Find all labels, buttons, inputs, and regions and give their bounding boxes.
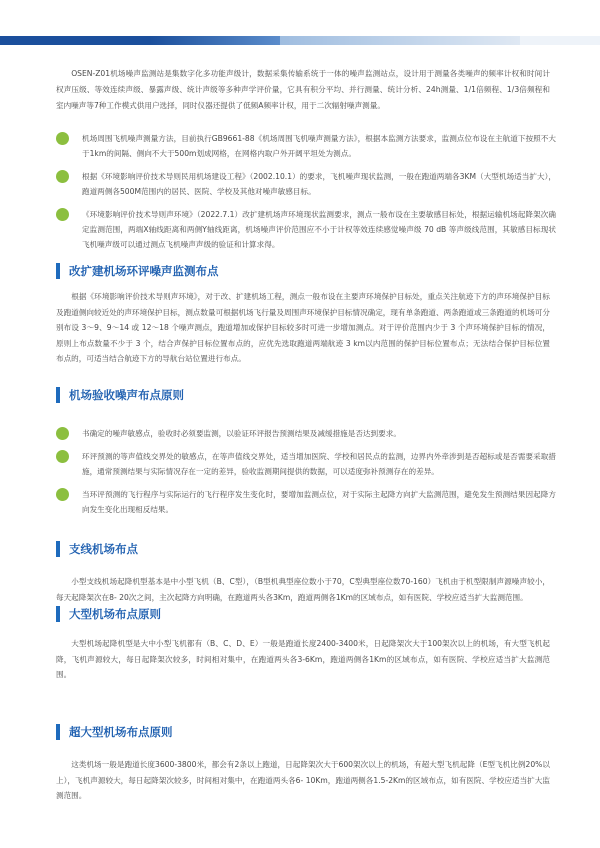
top-bar-mid-segment (150, 36, 280, 45)
section-title: 支线机场布点 (69, 542, 138, 556)
list-item-text: 《环境影响评价技术导则声环境》（2022.7.1）改扩建机场声环境现状监测要求，测点一般布设在主要敏感目标处，根据运输机场起降架次确定监测范围，两端X轴线距离和两侧Y轴线距离，机场噪声评价范围应不小于计权等效连续感觉噪声级 70 dB 等声级线范围，其敏感目标现状飞机噪声级可以通过测点飞机噪声声级的验证和计算求得。 (82, 210, 556, 249)
section-body-regional: 小型支线机场起降机型基本是中小型飞机（B、C型），（B型机典型座位数小于70，C型典型座位数70-160）飞机由于机型限制声源噪声较小，每天起降架次在8- 20次之间，主次起降方向明确，在跑道两头各3Km，跑道两侧各1Km的区域布点，如有医院、学校应适当扩大监测范围。 (56, 577, 550, 602)
list-item-text: 环评预测的等声值线交界处的敏感点，在等声值线交界处，适当增加医院、学校和居民点的监测，边界内外牵涉到是否超标或是否需要采取措施，通常预测结果与实际情况存在一定的差异，验收监测期间提供的数据，可以适度弥补预测存在的差异。 (82, 452, 556, 476)
section-heading-large (56, 605, 161, 623)
acceptance-principles-list (56, 426, 556, 525)
heading-bar (56, 263, 60, 279)
heading-bar (56, 387, 60, 403)
list-item (56, 131, 556, 161)
section-body-expansion: 根据《环境影响评价技术导则声环境》，对于改、扩建机场工程，测点一般布设在主要声环境保护目标处，重点关注航迹下方的声环境保护目标及跑道侧向较近处的声环境保护目标，测点数量可根据机场飞行量及周围声环境保护目标情况确定，现有单条跑道、两条跑道或三条跑道的机场可分别布设 3～9、9～14 或 12～18 个噪声测点，跑道增加或保护目标较多时可进一步增加测点。对于评价范围内少于 3 个声环境保护目标的情况，原则上布点数量不少于 3 个，结合声保护目标位置布点的，应优先选取跑道两端航迹 3 km以内范围的保护目标位置布点；无法结合保护目标位置布点的，可适当结合航迹下方的导航台站位置进行布点。 (56, 292, 550, 363)
section-heading-acceptance (56, 386, 184, 404)
top-bar-dark-segment (0, 36, 150, 45)
list-item-text: 当环评预测的飞行程序与实际运行的飞行程序发生变化时，要增加监测点位，对于实际主起降方向扩大监测范围，避免发生预测结果因起降方向发生变化出现相反结果。 (82, 490, 556, 514)
bullet-dot-icon (56, 208, 69, 221)
heading-bar (56, 606, 60, 622)
bullet-dot-icon (56, 170, 69, 183)
bullet-dot-icon (56, 488, 69, 501)
measurement-standards-list (56, 131, 556, 260)
list-item-text: 机场周围飞机噪声测量方法，目前执行GB9661-88《机场周围飞机噪声测量方法》，根据本监测方法要求，监测点位布设在主航道下按照不大于1km的间隔、侧向不大于500m划成网格，在网格内取户外开阔平坦处为测点。 (82, 134, 556, 158)
top-bar-light-segment (280, 36, 520, 45)
bullet-dot-icon (56, 427, 69, 440)
heading-bar (56, 541, 60, 557)
list-item (56, 449, 556, 479)
list-item (56, 487, 556, 517)
list-item (56, 169, 556, 199)
bullet-dot-icon (56, 132, 69, 145)
list-item-text: 根据《环境影响评价技术导则民用机场建设工程》（2002.10.1）的要求，飞机噪声现状监测，一般在跑道两端各3KM（大型机场适当扩大），跑道两侧各500M范围内的居民、医院、学校及其他对噪声敏感目标。 (82, 172, 556, 196)
section-title: 大型机场布点原则 (69, 607, 161, 621)
top-bar-end-segment (520, 36, 600, 45)
section-title: 机场验收噪声布点原则 (69, 388, 184, 402)
section-heading-extra-large (56, 723, 173, 741)
list-item (56, 426, 556, 441)
bullet-dot-icon (56, 450, 69, 463)
heading-bar (56, 724, 60, 740)
section-title: 超大型机场布点原则 (69, 725, 173, 739)
section-title: 改扩建机场环评噪声监测布点 (69, 264, 219, 278)
top-decorative-bar (0, 36, 600, 45)
section-body-extra-large: 这类机场一般是跑道长度3600-3800米，都会有2条以上跑道，日起降架次大于600架次以上的机场，有超大型飞机起降（E型飞机比例20%以上），飞机声源较大，每日起降架次较多，时间相对集中，在跑道两头各6- 10Km，跑道两侧各1.5-2Km的区域布点，如有医院、学校应适当扩大监测范围。 (56, 760, 550, 800)
section-heading-expansion (56, 262, 219, 280)
intro-paragraph: OSEN-Z01机场噪声监测站是集数字化多功能声级计，数据采集传输系统于一体的噪声监测站点，设计用于测量各类噪声的频率计权和时间计权声压级、等效连续声级、暴露声级、统计声级等多种声学评价量，它具有积分平均、并行测量、统计分析、24h测量、1/1倍频程、1/3倍频程和室内噪声等7种工作模式供用户选择，同时仪器还提供了低频A频率计权，用于二次辐射噪声测量。 (56, 69, 550, 110)
section-body-large: 大型机场起降机型是大中小型飞机都有（B、C、D、E）一般是跑道长度2400-3400米，日起降架次大于100架次以上的机场，有大型飞机起降，飞机声源较大，每日起降架次较多，时间相对集中，在跑道两头各3-6Km，跑道两侧各1Km的区域布点，如有医院、学校应适当扩大监测范围。 (56, 639, 550, 679)
section-heading-regional (56, 540, 138, 558)
list-item-text: 书确定的噪声敏感点，验收时必须要监测，以验证环评报告预测结果及减缓措施是否达到要求。 (82, 429, 401, 438)
list-item (56, 207, 556, 252)
